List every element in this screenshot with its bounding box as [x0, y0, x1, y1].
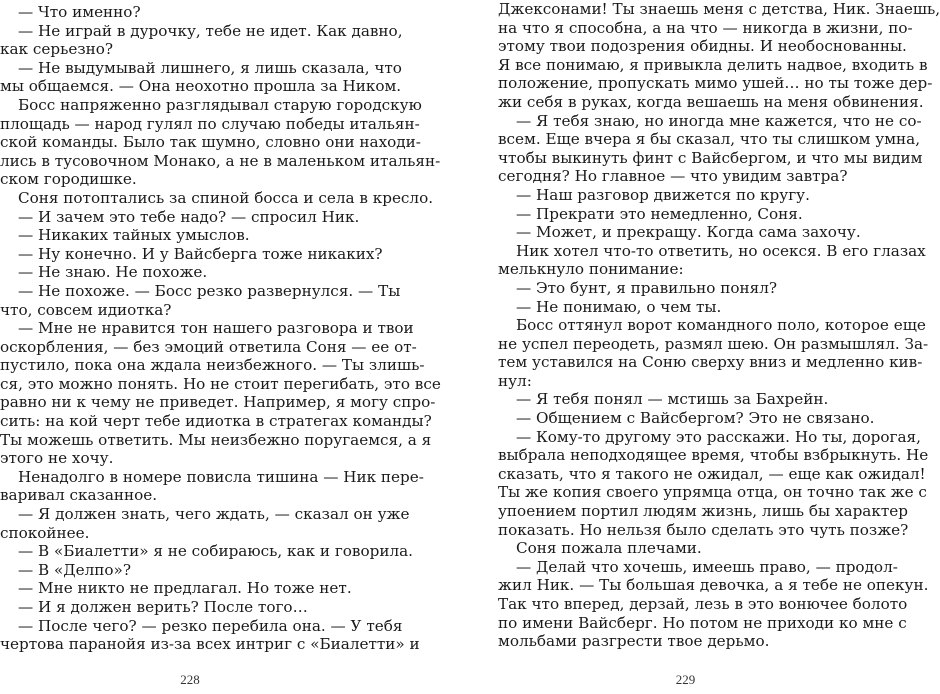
text-line: на что я способна, а на что — никогда в жизни, по- [498, 18, 913, 37]
text-line: Босс напряженно разглядывал старую городскую [18, 95, 422, 114]
text-line: Ник хотел что-то ответить, но осекся. В его глазах [516, 241, 926, 260]
text-line: положение, пропускать мимо ушей… но ты тоже дер- [498, 74, 933, 93]
text-line: — Мне никто не предлагал. Но тоже нет. [18, 579, 352, 598]
text-line: — Не понимаю, о чем ты. [516, 297, 722, 316]
text-line: лись в тусовочном Монако, а не в маленьком итальян- [0, 151, 441, 170]
text-line: жил Ник. — Ты большая девочка, а я тебе не опекун. [498, 576, 929, 595]
text-line: Джексонами! Ты знаешь меня с детства, Ник. Знаешь, [498, 0, 940, 18]
text-line: — Прекрати это немедленно, Соня. [516, 204, 803, 223]
text-line: — Делай что хочешь, имеешь право, — продол- [516, 557, 898, 576]
text-line: — Что именно? [18, 3, 141, 21]
text-line: ской команды. Было так шумно, словно они находи- [0, 133, 421, 152]
text-line: всем. Еще вчера я бы сказал, что ты слишком умна, [498, 130, 921, 149]
text-line: — Не выдумывай лишнего, я лишь сказала, что [18, 58, 402, 77]
right-page-number: 229 [675, 672, 696, 687]
text-line: по имени Вайсберг. Но потом не приходи ко мне с [498, 613, 907, 632]
text-line: площадь — народ гулял по случаю победы итальян- [0, 114, 420, 133]
text-line: мы общаемся. — Она неохотно прошла за Ником. [0, 77, 402, 96]
text-line: — Никаких тайных умыслов. [18, 226, 250, 245]
text-line: — Это бунт, я правильно понял? [516, 278, 778, 297]
text-line: сказать, что я такого не ожидал, — еще как ожидал! [498, 464, 926, 483]
text-line: — Не похоже. — Босс резко развернулся. — Ты [18, 281, 401, 300]
text-line: мелькнуло понимание: [498, 260, 684, 279]
text-line: пустило, пока она ждала неизбежного. — Ты злишь- [0, 356, 425, 375]
right-page [498, 0, 940, 694]
text-line: равно ни к чему не приведет. Например, я могу спро- [0, 393, 436, 412]
text-line: — Ну конечно. И у Вайсберга тоже никаких? [18, 244, 383, 263]
right-page-text [498, 0, 940, 651]
text-line: — После чего? — резко перебила она. — У тебя [18, 616, 403, 635]
text-line: — Не знаю. Не похоже. [18, 263, 208, 282]
text-line: этого не хочу. [0, 449, 114, 468]
text-line: — Я должен знать, чего ждать, — сказал он уже [18, 505, 410, 524]
text-line: выбрала неподходящее время, чтобы взбрыкнуть. Не [498, 446, 929, 465]
text-line: — Наш разговор движется по кругу. [516, 185, 810, 204]
text-line: — Может, и прекращу. Когда сама захочу. [516, 223, 861, 242]
left-page-text [0, 0, 441, 654]
text-line: — Кому-то другому это расскажи. Но ты, дорогая, [516, 427, 921, 446]
left-page-number: 228 [180, 672, 200, 687]
text-line: жи себя в руках, когда вешаешь на меня обвинения. [498, 92, 924, 111]
text-line: Босс оттянул ворот командного поло, которое еще [516, 316, 926, 335]
text-line: этому твои подозрения обидны. И необоснованны. [498, 37, 907, 56]
text-line: — Общением с Вайсбергом? Это не связано. [516, 409, 875, 428]
text-line: упоением портил людям жизнь, лишь бы характер [498, 502, 908, 521]
text-line: тем уставился на Соню сверху вниз и медленно кив- [498, 353, 923, 372]
text-line: что, совсем идиотка? [0, 300, 172, 319]
text-line: Соня потоптались за спиной босса и села в кресло. [18, 188, 434, 207]
text-line: сегодня? Но главное — что увидим завтра? [498, 167, 848, 186]
text-line: — Я тебя знаю, но иногда мне кажется, что не со- [516, 111, 922, 130]
text-line: спокойнее. [0, 523, 90, 542]
text-line: Соня пожала плечами. [516, 539, 702, 558]
text-line: Так что вперед, дерзай, лезь в это вонючее болото [498, 595, 908, 613]
text-line: — В «Делпо»? [18, 560, 131, 579]
text-line: — В «Биалетти» я не собираюсь, как и говорила. [18, 542, 413, 561]
text-line: Ты же копия своего упрямца отца, он точно так же с [498, 483, 927, 502]
text-line: не успел переодеть, размял шею. Он размышлял. За- [498, 334, 929, 353]
text-line: — Я тебя понял — мстишь за Бахрейн. [516, 390, 829, 409]
left-page [0, 0, 441, 694]
text-line: Ненадолго в номере повисла тишина — Ник пере- [18, 467, 424, 486]
text-line: чтобы выкинуть финт с Вайсбергом, и что мы видим [498, 148, 923, 167]
text-line: ском городишке. [0, 170, 137, 189]
text-line: мольбами разгрести твое дерьмо. [498, 632, 770, 651]
text-line: чертова паранойя из-за всех интриг с «Биалетти» и [0, 635, 420, 654]
text-line: сить: на кой черт тебе идиотка в стратегах команды? [0, 412, 432, 431]
text-line: показать. Но нельзя было сделать это чуть позже? [498, 520, 909, 539]
text-line: нул: [498, 371, 532, 390]
text-line: — Мне не нравится тон нашего разговора и твои [18, 319, 414, 338]
text-line: как серьезно? [0, 40, 114, 59]
text-line: оскорбления, — без эмоций ответила Соня — ее от- [0, 337, 417, 356]
text-line: варивал сказанное. [0, 486, 158, 505]
text-line: ся, это можно понять. Но не стоит перегибать, это все [0, 374, 441, 393]
text-line: — Не играй в дурочку, тебе не идет. Как давно, [18, 21, 403, 40]
text-line: — И я должен верить? После того… [18, 598, 308, 616]
text-line: Ты можешь ответить. Мы неизбежно поругаемся, а я [0, 430, 432, 449]
text-line: Я все понимаю, я привыкла делить надвое, входить в [498, 55, 928, 74]
text-line: — И зачем это тебе надо? — спросил Ник. [18, 207, 360, 226]
